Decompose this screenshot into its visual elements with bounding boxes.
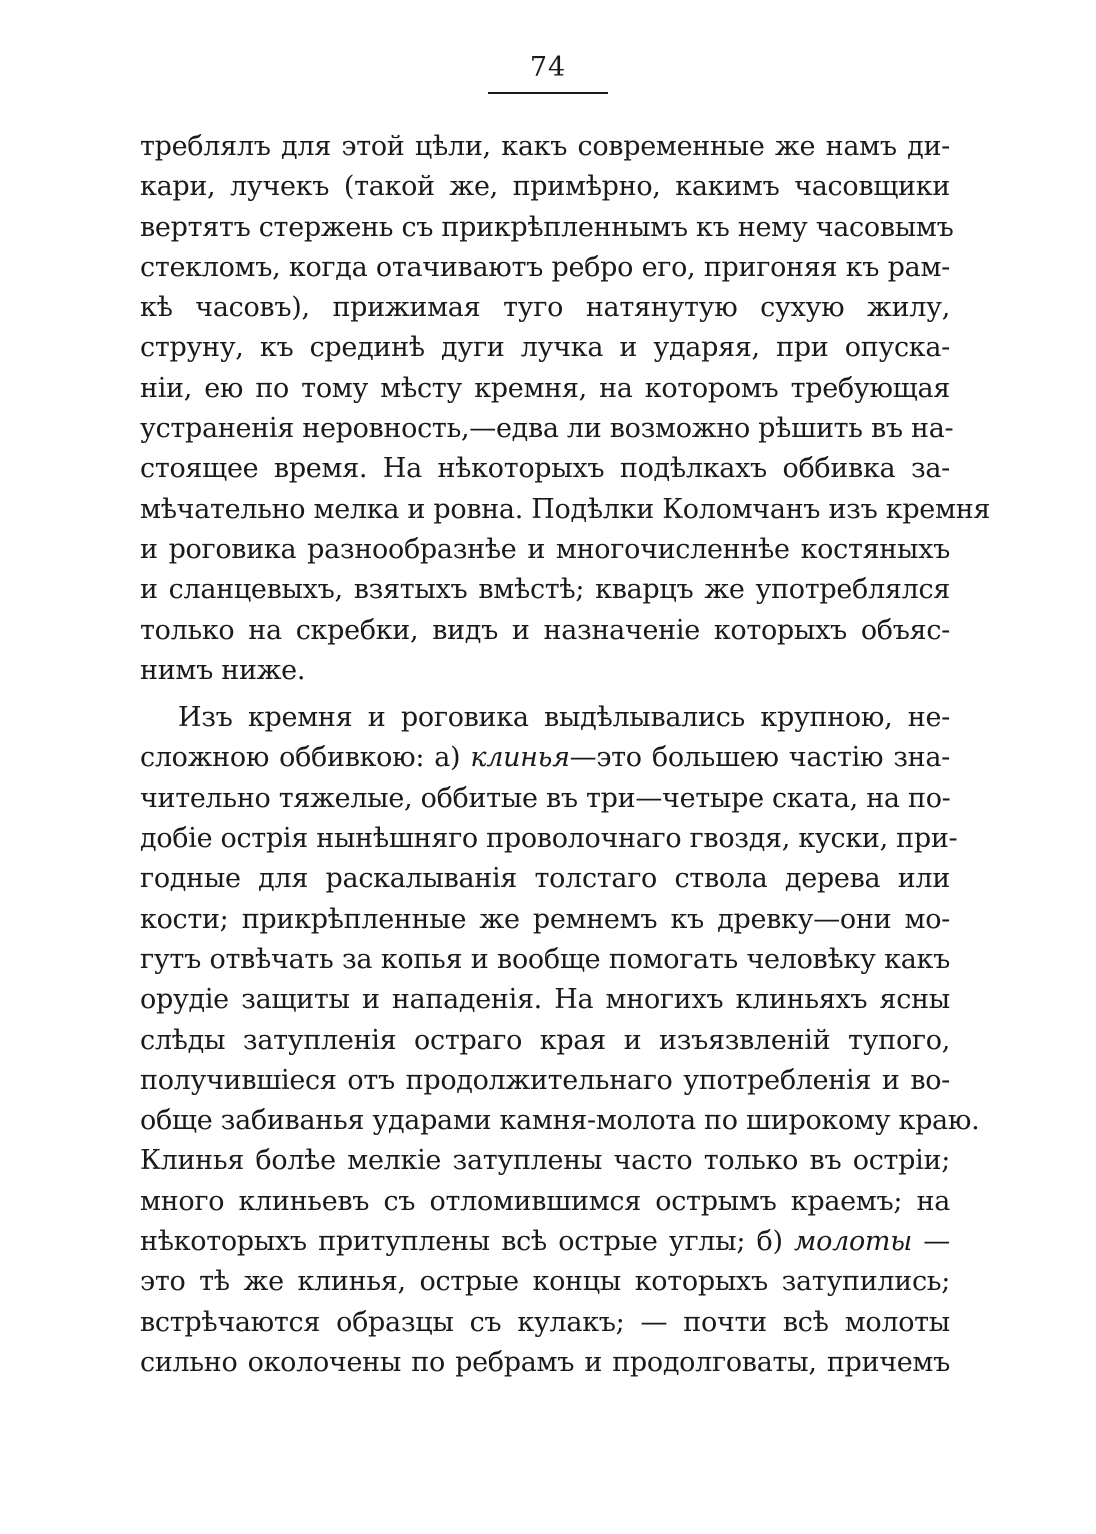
text-segment: —это большею частiю зна-	[569, 742, 951, 774]
text-line: получившiеся отъ продолжительнаго употребленiя и во-	[140, 1064, 950, 1096]
text-line: мѣчательно мелка и ровна. Подѣлки Коломчанъ изъ кремня	[140, 493, 991, 525]
text-line: устраненiя неровность,—едва ли возможно рѣшить въ на-	[140, 413, 954, 445]
text-line: гутъ отвѣчать за копья и вообще помогать человѣку какъ	[140, 943, 950, 975]
text-line: годные для раскалыванiя толстаго ствола дерева или	[140, 863, 950, 895]
text-line: треблялъ для этой цѣли, какъ современные же намъ ди-	[140, 131, 950, 162]
text-line: орудiе защиты и нападенiя. На многихъ клиньяхъ ясны	[140, 984, 950, 1016]
text-line: Изъ кремня и роговика выдѣлывались крупною, не-	[178, 702, 950, 734]
text-line: много клиньевъ съ отломившимся острымъ краемъ; на	[140, 1185, 950, 1217]
text-line: нимъ ниже.	[140, 654, 306, 686]
text-line: стекломъ, когда отачиваютъ ребро его, пригоняя къ рам-	[140, 251, 950, 283]
text-line: кари, лучекъ (такой же, примѣрно, какимъ часовщики	[140, 171, 950, 203]
text-line: добiе острiя нынѣшняго проволочнаго гвоздя, куски, при-	[140, 823, 958, 855]
text-line: струну, къ срединѣ дуги лучка и ударяя, при опуска-	[140, 332, 950, 364]
text-line: только на скребки, видъ и назначенiе которыхъ объяс-	[140, 614, 950, 646]
page-number: 74	[529, 52, 567, 83]
page-number-rule	[488, 92, 608, 94]
text-line: нiи, ею по тому мѣсту кремня, на которомъ требующая	[140, 372, 950, 404]
text-line: и роговика разнообразнѣе и многочисленнѣе костяныхъ	[140, 533, 950, 565]
italic-term-moloty: молоты	[794, 1226, 912, 1258]
text-line: это тѣ же клинья, острые концы которыхъ затупились;	[140, 1266, 950, 1298]
text-line: и сланцевыхъ, взятыхъ вмѣстѣ; кварцъ же употреблялся	[140, 574, 950, 606]
text-line: кости; прикрѣпленные же ремнемъ къ древку—они мо-	[140, 903, 950, 935]
text-line: Клинья болѣе мелкiе затуплены часто только въ острiи;	[140, 1145, 950, 1177]
text-segment: нѣкоторыхъ притуплены всѣ острые углы; б)	[140, 1226, 795, 1258]
text-line: вертятъ стержень съ прикрѣпленнымъ къ нему часовымъ	[140, 211, 954, 243]
paragraph-2	[140, 698, 980, 1383]
text-line: слѣды затупленiя остраго края и изъязвленiй тупого,	[140, 1024, 950, 1056]
text-line: обще забиванья ударами камня-молота по широкому краю.	[140, 1105, 980, 1137]
text-segment: сложною оббивкою: а)	[140, 742, 471, 774]
text-line: встрѣчаются образцы съ кулакъ; — почти всѣ молоты	[140, 1306, 950, 1338]
text-segment: —	[911, 1226, 950, 1258]
text-line: стоящее время. На нѣкоторыхъ подѣлкахъ оббивка за-	[140, 453, 950, 485]
body-text	[140, 127, 991, 1383]
text-line: кѣ часовъ), прижимая туго натянутую сухую жилу,	[140, 292, 950, 324]
paragraph-gap	[140, 691, 950, 698]
paragraph-1	[140, 127, 991, 691]
text-line: сильно околочены по ребрамъ и продолговаты, причемъ	[140, 1346, 950, 1378]
italic-term-klinya: клинья	[470, 742, 570, 774]
text-line: чительно тяжелые, оббитые въ три—четыре ската, на по-	[140, 782, 951, 814]
text-line	[140, 738, 950, 778]
text-line	[140, 1222, 950, 1262]
